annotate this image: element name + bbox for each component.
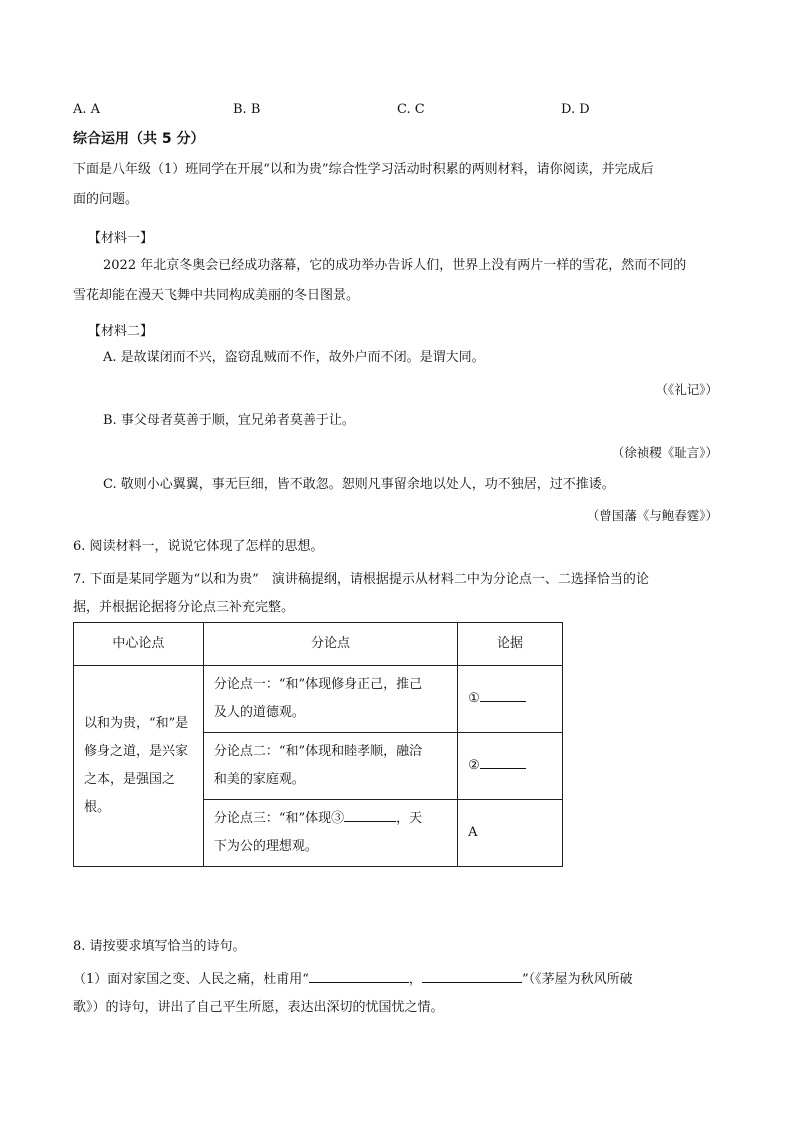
evidence-1 [458,666,563,733]
q8-p1-comma: ， [408,972,422,987]
central-argument-cell: 以和为贵，“和”是修身之道，是兴家之本，是强国之根。 [74,666,204,867]
question-8-part-1-line-1 [73,968,633,990]
material-2-source-c: （曾国藩《与鲍春霆》） [586,508,718,523]
sub-argument-1-line-1: 分论点一：“和”体现修身正己，推己 [213,677,423,692]
sub-argument-1 [203,666,457,733]
material-2-source-a: （《礼记》） [655,382,718,397]
section-title: 综合运用（共 5 分） [73,131,205,147]
material-2-item-a: A. 是故谋闭而不兴，盗窃乱贼而不作，故外户而不闭。是谓大同。 [103,350,485,365]
question-7-line-1: 7. 下面是某同学题为“以和为贵” 演讲稿提纲，请根据提示从材料二中为分论点一、二选择恰当的论 [73,572,649,587]
choice-d: D. D [561,102,590,117]
table-row [74,666,563,733]
material-2-label: 【材料二】 [88,324,154,339]
sub-argument-2-line-1: 分论点二：“和”体现和睦孝顺，融洽 [213,744,423,759]
sub-argument-3 [203,800,457,867]
material-2-source-b: （徐祯稷《耻言》） [611,445,718,460]
choice-a: A. A [73,102,101,117]
evidence-2-blank[interactable] [480,754,526,769]
sub-argument-2 [203,733,457,800]
intro-line-2: 面的问题。 [73,192,139,207]
sub-argument-3-blank[interactable] [344,807,396,822]
poem-blank-1[interactable] [309,968,409,983]
evidence-1-mark: ① [468,691,480,706]
evidence-1-blank[interactable] [480,687,526,702]
sub-argument-3-line-1-tail: ，天 [396,811,423,826]
material-1-label: 【材料一】 [88,231,154,246]
sub-argument-2-line-2: 和美的家庭观。 [213,772,305,787]
choice-b: B. B [233,102,261,117]
question-6: 6. 阅读材料一，说说它体现了怎样的思想。 [73,539,324,554]
question-8-part-1-line-2: 歌》）的诗句，讲出了自己平生所愿，表达出深切的忧国忧之情。 [73,1000,444,1015]
header-evidence: 论据 [458,623,563,666]
material-1-line-1: 2022 年北京冬奥会已经成功落幕，它的成功举办告诉人们，世界上没有两片一样的雪花，然而不同的 [103,258,687,273]
material-1-line-2: 雪花却能在漫天飞舞中共同构成美丽的冬日图景。 [73,288,360,303]
evidence-2-mark: ② [468,758,480,773]
material-2-item-b: B. 事父母者莫善于顺，宜兄弟者莫善于让。 [103,413,355,428]
question-8-title: 8. 请按要求填写恰当的诗句。 [73,939,246,954]
intro-line-1: 下面是八年级（1）班同学在开展“以和为贵”综合性学习活动时积累的两则材料，请你阅读，并完成后 [73,162,654,177]
header-sub-argument: 分论点 [203,623,457,666]
choice-c: C. C [397,102,425,117]
q8-p1-end: ”（《茅屋为秋风所破 [521,972,633,987]
sub-argument-3-line-2: 下为公的理想观。 [213,839,318,854]
sub-argument-1-line-2: 及人的道德观。 [213,705,305,720]
header-central-argument: 中心论点 [74,623,204,666]
poem-blank-2[interactable] [422,968,522,983]
question-7-line-2: 据，并根据论据将分论点三补充完整。 [73,600,295,615]
material-2-item-c: C. 敬则小心翼翼，事无巨细，皆不敢忽。恕则凡事留余地以处人，功不独居，过不推诿。 [103,477,615,492]
evidence-3: A [458,800,563,867]
table-header-row [74,623,563,666]
speech-outline-table [73,622,563,867]
sub-argument-3-line-1: 分论点三：“和”体现③ [213,811,345,826]
q8-p1-start: （1）面对家国之变、人民之痛，杜甫用“ [73,972,309,987]
evidence-2 [458,733,563,800]
